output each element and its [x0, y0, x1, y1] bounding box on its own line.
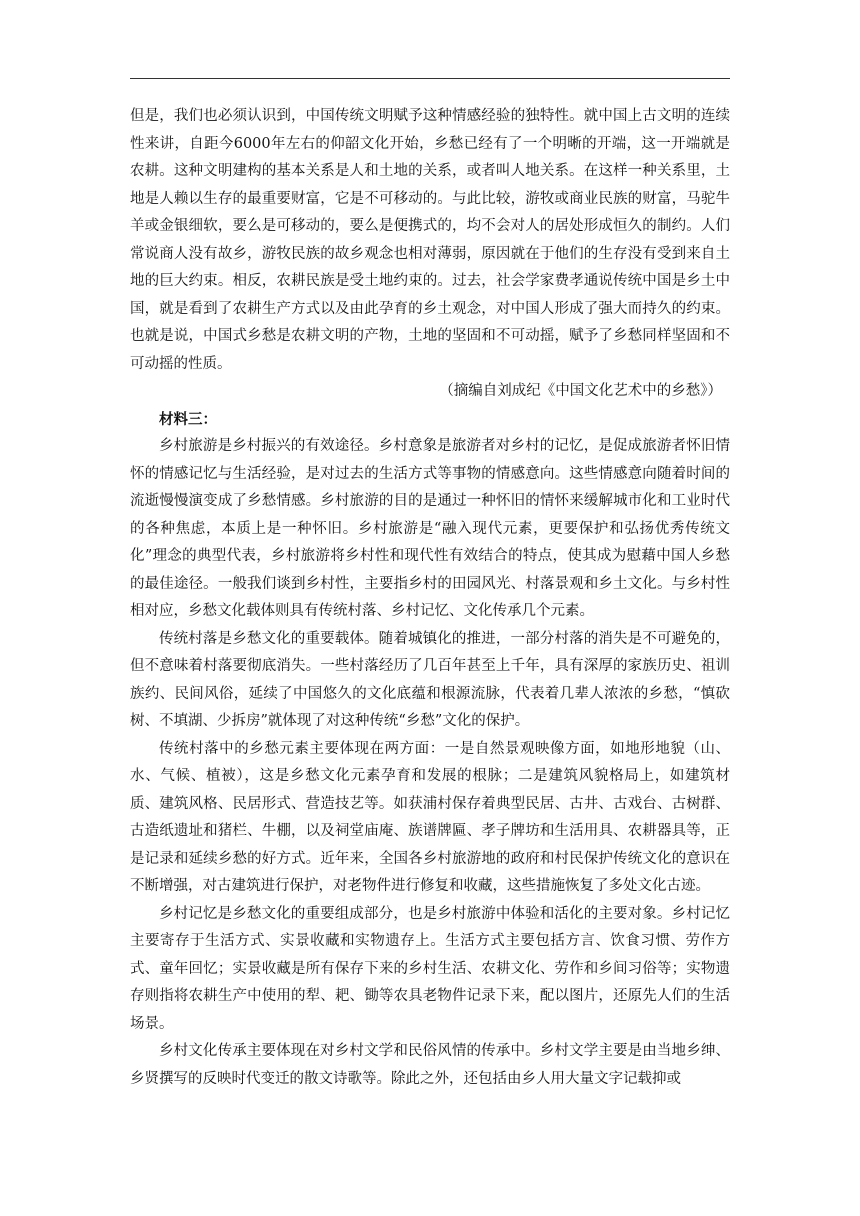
paragraph-rural-tourism: 乡村旅游是乡村振兴的有效途径。乡村意象是旅游者对乡村的记忆，是促成旅游者怀旧情怀的情感记忆与生活经验，是对过去的生活方式等事物的情感意向。这些情感意向随着时间的流逝慢慢演变成了乡愁情感。乡村旅游的目的是通过一种怀旧的情怀来缓解城市化和工业时代的各种焦虑，本质上是一种怀旧。乡村旅游是“融入现代元素，更要保护和弘扬优秀传统文化”理念的典型代表，乡村旅游将乡村性和现代性有效结合的特点，使其成为慰藉中国人乡愁的最佳途径。一般我们谈到乡村性，主要指乡村的田园风光、村落景观和乡土文化。与乡村性相对应，乡愁文化载体则具有传统村落、乡村记忆、文化传承几个元素。	[130, 438, 730, 619]
header-rule	[130, 78, 730, 79]
paragraph-material-two-end: 但是，我们也必须认识到，中国传统文明赋予这种情感经验的独特性。就中国上古文明的连续性来讲，自距今6000年左右的仰韶文化开始，乡愁已经有了一个明晰的开端，这一开端就是农耕。这种文明建构的基本关系是人和土地的关系，或者叫人地关系。在这样一种关系里，土地是人赖以生存的最重要财富，它是不可移动的。与此比较，游牧或商业民族的财富，马驼牛羊或金银细软，要么是可移动的，要么是便携式的，均不会对人的居处形成恒久的制约。人们常说商人没有故乡，游牧民族的故乡观念也相对薄弱，原因就在于他们的生存没有受到来自土地的巨大约束。相反，农耕民族是受土地约束的。过去，社会学家费孝通说传统中国是乡土中国，就是看到了农耕生产方式以及由此孕育的乡土观念，对中国人形成了强大而持久的约束。也就是说，中国式乡愁是农耕文明的产物，土地的坚固和不可动摇，赋予了乡愁同样坚固和不可动摇的性质。	[130, 108, 730, 372]
paragraph-traditional-villages: 传统村落是乡愁文化的重要载体。随着城镇化的推进，一部分村落的消失是不可避免的，但不意味着村落要彻底消失。一些村落经历了几百年甚至上千年，具有深厚的家族历史、祖训族约、民间风俗，延续了中国悠久的文化底蕴和根源流脉，代表着几辈人浓浓的乡愁，“慎砍树、不填湖、少拆房”就体现了对这种传统“乡愁”文化的保护。	[130, 630, 730, 729]
paragraph-nostalgia-elements: 传统村落中的乡愁元素主要体现在两方面：一是自然景观映像方面，如地形地貌（山、水、气候、植被），这是乡愁文化元素孕育和发展的根脉；二是建筑风貌格局上，如建筑材质、建筑风格、民居形式、营造技艺等。如获浦村保存着典型民居、古井、古戏台、古树群、古造纸遗址和猪栏、牛棚，以及祠堂庙庵、族谱牌匾、孝子牌坊和生活用具、农耕器具等，正是记录和延续乡愁的好方式。近年来，全国各乡村旅游地的政府和村民保护传统文化的意识在不断增强，对古建筑进行保护，对老物件进行修复和收藏，这些措施恢复了多处文化古迹。	[130, 740, 730, 894]
paragraph-cultural-heritage: 乡村文化传承主要体现在对乡村文学和民俗风情的传承中。乡村文学主要是由当地乡绅、乡贤撰写的反映时代变迁的散文诗歌等。除此之外，还包括由乡人用大量文字记载抑或	[130, 1043, 730, 1087]
document-body	[130, 103, 730, 1093]
source-citation: （摘编自刘成纪《中国文化艺术中的乡愁》）	[439, 383, 722, 399]
paragraph-rural-memory: 乡村记忆是乡愁文化的重要组成部分，也是乡村旅游中体验和活化的主要对象。乡村记忆主要寄存于生活方式、实景收藏和实物遗存上。生活方式主要包括方言、饮食习惯、劳作方式、童年回忆；实景收藏是所有保存下来的乡村生活、农耕文化、劳作和乡间习俗等；实物遗存则指将农耕生产中使用的犁、耙、锄等农具老物件记录下来，配以图片，还原先人们的生活场景。	[130, 905, 730, 1032]
section-heading-material-three: 材料三：	[159, 410, 217, 428]
